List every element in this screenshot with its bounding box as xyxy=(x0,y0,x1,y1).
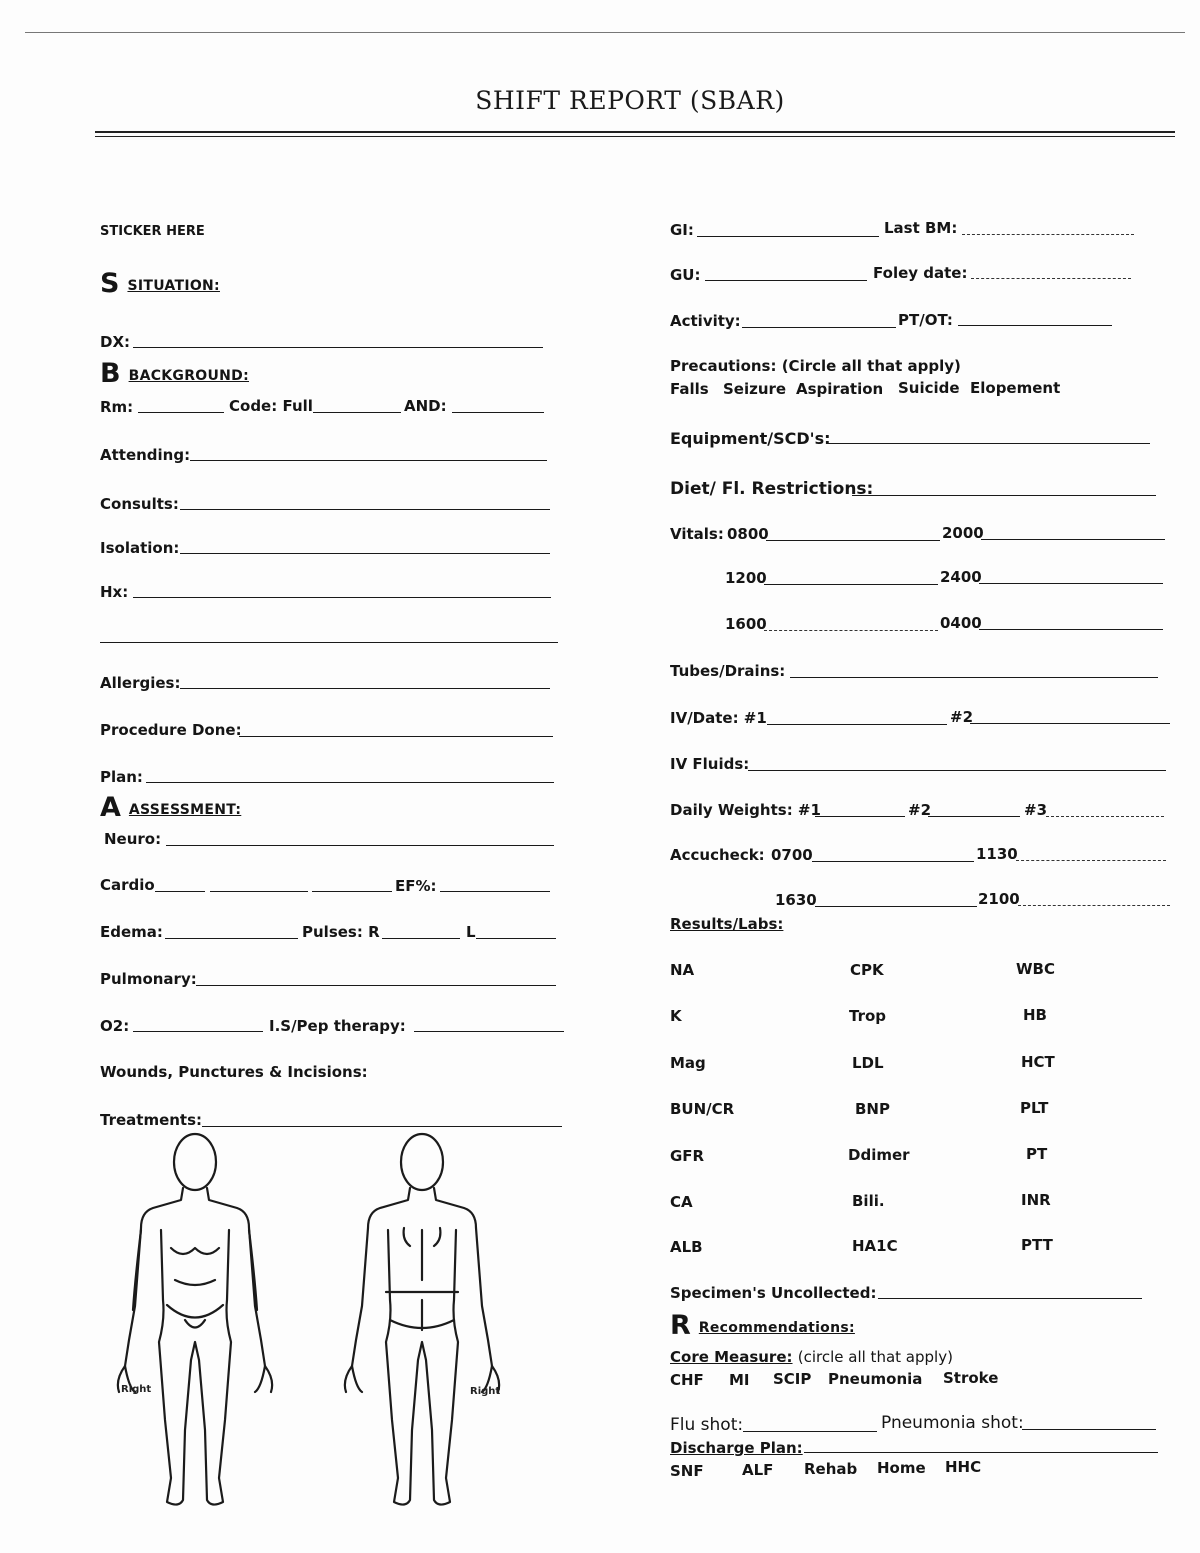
discharge-alf[interactable]: ALF xyxy=(742,1461,774,1479)
lab-ddimer: Ddimer xyxy=(848,1146,910,1164)
back-spine-and-buttocks-lines xyxy=(386,1228,458,1330)
ptot-field[interactable] xyxy=(958,325,1112,326)
dw-3-field[interactable] xyxy=(1046,816,1164,817)
vitals-1200-field[interactable] xyxy=(764,584,938,585)
allergies-field[interactable] xyxy=(180,688,550,689)
vitals-2400: 2400 xyxy=(940,568,982,586)
rm-field[interactable] xyxy=(138,412,224,413)
vitals-0800-field[interactable] xyxy=(766,540,940,541)
front-right-label: Right xyxy=(121,1384,152,1395)
diet-label: Diet/ Fl. Restrictions: xyxy=(670,479,874,499)
accucheck-0700: 0700 xyxy=(771,846,813,864)
core-measure-label: Core Measure: xyxy=(670,1348,793,1366)
background-header xyxy=(100,358,249,389)
accucheck-2100: 2100 xyxy=(978,890,1020,908)
consults-field[interactable] xyxy=(180,509,550,510)
ptot-label: PT/OT: xyxy=(898,311,953,329)
iv-fluids-field[interactable] xyxy=(748,770,1166,771)
vitals-1600: 1600 xyxy=(725,615,767,633)
iv-1-field[interactable] xyxy=(767,724,947,725)
and-field[interactable] xyxy=(452,412,544,413)
lab-pt: PT xyxy=(1026,1145,1048,1163)
lab-mag: Mag xyxy=(670,1054,706,1072)
recommendations-header xyxy=(670,1310,855,1341)
discharge-snf[interactable]: SNF xyxy=(670,1462,704,1480)
lab-na: NA xyxy=(670,961,695,979)
vitals-label: Vitals: xyxy=(670,525,724,543)
specimens-label: Specimen's Uncollected: xyxy=(670,1284,877,1302)
daily-weights-label: Daily Weights: #1 xyxy=(670,801,821,819)
wounds-label: Wounds, Punctures & Incisions: xyxy=(100,1063,368,1081)
ef-label: EF%: xyxy=(395,877,437,895)
consults-label: Consults: xyxy=(100,495,179,513)
recommendations-title: Recommendations: xyxy=(698,1320,855,1336)
dw-3-label: #3 xyxy=(1024,801,1048,819)
s-letter: S xyxy=(100,268,120,299)
vitals-0400: 0400 xyxy=(940,614,982,632)
cardio-field-1[interactable] xyxy=(155,891,205,892)
iv-date-label: IV/Date: #1 xyxy=(670,709,767,727)
lab-ca: CA xyxy=(670,1193,693,1211)
core-scip[interactable]: SCIP xyxy=(773,1370,812,1388)
front-chest-abdomen-lines xyxy=(167,1248,223,1328)
gu-field[interactable] xyxy=(705,280,867,281)
equipment-field[interactable] xyxy=(826,443,1150,444)
situation-title: SITUATION: xyxy=(127,278,220,294)
discharge-rehab[interactable]: Rehab xyxy=(804,1460,858,1478)
top-scan-edge xyxy=(25,32,1185,33)
pulses-label: Pulses: R xyxy=(302,923,380,941)
precaution-aspiration[interactable]: Aspiration xyxy=(796,380,884,398)
lab-ptt: PTT xyxy=(1021,1236,1053,1254)
core-measure-row xyxy=(670,1348,953,1366)
accucheck-1630-field[interactable] xyxy=(815,906,977,907)
is-pep-field[interactable] xyxy=(414,1031,564,1032)
front-torso-outline xyxy=(125,1188,265,1366)
last-bm-label: Last BM: xyxy=(884,219,958,237)
title-rule-2 xyxy=(95,136,1175,137)
lab-plt: PLT xyxy=(1020,1099,1049,1117)
assessment-header xyxy=(100,792,241,823)
dw-1-field[interactable] xyxy=(815,816,905,817)
discharge-hhc[interactable]: HHC xyxy=(945,1458,982,1476)
lab-inr: INR xyxy=(1021,1191,1051,1209)
sticker-label: STICKER HERE xyxy=(100,224,205,239)
pulses-left-label: L xyxy=(466,923,476,941)
situation-header xyxy=(100,268,220,299)
lab-ldl: LDL xyxy=(852,1054,884,1072)
dw-2-label: #2 xyxy=(908,801,932,819)
isolation-label: Isolation: xyxy=(100,539,180,557)
cardio-label: Cardio xyxy=(100,876,155,894)
vitals-2000: 2000 xyxy=(942,524,984,542)
pulses-left-field[interactable] xyxy=(476,938,556,939)
dx-label: DX: xyxy=(100,333,131,351)
lab-bun-cr: BUN/CR xyxy=(670,1100,735,1118)
o2-label: O2: xyxy=(100,1017,130,1035)
vitals-2400-field[interactable] xyxy=(979,583,1163,584)
lab-bnp: BNP xyxy=(855,1100,890,1118)
plan-label: Plan: xyxy=(100,768,143,786)
accucheck-label: Accucheck: xyxy=(670,846,765,864)
accucheck-1130: 1130 xyxy=(976,845,1018,863)
lab-gfr: GFR xyxy=(670,1147,705,1165)
hx-field-line-2[interactable] xyxy=(100,642,558,643)
attending-label: Attending: xyxy=(100,446,191,464)
diet-field[interactable] xyxy=(852,495,1156,496)
lab-ha1c: HA1C xyxy=(852,1237,898,1255)
and-label: AND: xyxy=(404,397,447,415)
isolation-field[interactable] xyxy=(180,553,550,554)
vitals-1600-field[interactable] xyxy=(764,630,938,631)
treatments-label: Treatments: xyxy=(100,1111,203,1129)
page-title: SHIFT REPORT (SBAR) xyxy=(475,86,785,115)
gi-field[interactable] xyxy=(697,236,879,237)
core-mi[interactable]: MI xyxy=(729,1371,750,1389)
lab-k: K xyxy=(670,1007,682,1025)
iv-2-label: #2 xyxy=(950,708,974,726)
edema-field[interactable] xyxy=(165,938,298,939)
precaution-elopement[interactable]: Elopement xyxy=(970,379,1061,397)
tubes-label: Tubes/Drains: xyxy=(670,662,786,680)
procedure-label: Procedure Done: xyxy=(100,721,242,739)
lab-hb: HB xyxy=(1023,1006,1047,1024)
discharge-field[interactable] xyxy=(804,1452,1158,1453)
core-stroke[interactable]: Stroke xyxy=(943,1369,999,1387)
lab-cpk: CPK xyxy=(850,961,884,979)
lab-alb: ALB xyxy=(670,1238,703,1256)
vitals-2000-field[interactable] xyxy=(981,539,1165,540)
lab-wbc: WBC xyxy=(1016,960,1055,978)
specimens-field[interactable] xyxy=(878,1298,1142,1299)
r-letter: R xyxy=(670,1310,691,1341)
background-title: BACKGROUND: xyxy=(128,368,250,384)
lab-trop: Trop xyxy=(849,1007,887,1025)
back-right-label: Right xyxy=(470,1386,501,1397)
precautions-label: Precautions: (Circle all that apply) xyxy=(670,357,961,375)
pneumonia-shot-field[interactable] xyxy=(1022,1429,1156,1430)
back-head xyxy=(401,1134,443,1190)
b-letter: B xyxy=(100,358,121,389)
ef-field[interactable] xyxy=(440,891,550,892)
front-body-and-legs xyxy=(159,1230,231,1505)
precaution-falls[interactable]: Falls xyxy=(670,380,709,398)
cardio-field-3[interactable] xyxy=(312,891,392,892)
lab-hct: HCT xyxy=(1021,1053,1055,1071)
vitals-1200: 1200 xyxy=(725,569,767,587)
core-pneumonia[interactable]: Pneumonia xyxy=(828,1370,923,1388)
pulmonary-field[interactable] xyxy=(196,985,556,986)
vitals-0400-field[interactable] xyxy=(979,629,1163,630)
is-pep-label: I.S/Pep therapy: xyxy=(269,1017,406,1035)
pneumonia-shot-label: Pneumonia shot: xyxy=(881,1413,1024,1433)
a-letter: A xyxy=(100,792,121,823)
core-chf[interactable]: CHF xyxy=(670,1371,704,1389)
accucheck-1630: 1630 xyxy=(775,891,817,909)
dx-field[interactable] xyxy=(133,347,543,348)
cardio-field-2[interactable] xyxy=(210,891,308,892)
procedure-field[interactable] xyxy=(239,736,553,737)
body-back-diagram[interactable] xyxy=(330,1130,520,1515)
flu-shot-label: Flu shot: xyxy=(670,1415,744,1435)
iv-fluids-label: IV Fluids: xyxy=(670,755,750,773)
foley-field[interactable] xyxy=(971,278,1131,279)
plan-field[interactable] xyxy=(146,782,554,783)
foley-label: Foley date: xyxy=(873,264,968,282)
equipment-label: Equipment/SCD's: xyxy=(670,429,831,448)
precaution-seizure[interactable]: Seizure xyxy=(723,380,787,398)
tubes-field[interactable] xyxy=(790,677,1158,678)
edema-label: Edema: xyxy=(100,923,163,941)
attending-field[interactable] xyxy=(190,460,547,461)
neuro-label: Neuro: xyxy=(104,830,162,848)
title-rule xyxy=(95,131,1175,133)
gu-label: GU: xyxy=(670,266,701,284)
discharge-label: Discharge Plan: xyxy=(670,1439,803,1457)
accucheck-1130-field[interactable] xyxy=(1016,860,1166,861)
dw-2-field[interactable] xyxy=(928,816,1020,817)
hx-field[interactable] xyxy=(133,597,551,598)
treatments-field[interactable] xyxy=(202,1126,562,1127)
activity-field[interactable] xyxy=(742,327,896,328)
results-labs-heading: Results/Labs: xyxy=(670,915,784,933)
vitals-0800: 0800 xyxy=(727,525,769,543)
code-label: Code: Full xyxy=(229,397,313,415)
accucheck-0700-field[interactable] xyxy=(812,861,974,862)
core-measure-note: (circle all that apply) xyxy=(797,1348,953,1366)
pulmonary-label: Pulmonary: xyxy=(100,970,197,988)
last-bm-field[interactable] xyxy=(962,234,1134,235)
o2-field[interactable] xyxy=(133,1031,263,1032)
front-head xyxy=(174,1134,216,1190)
lab-bili: Bili. xyxy=(852,1192,885,1210)
activity-label: Activity: xyxy=(670,312,741,330)
assessment-title: ASSESSMENT: xyxy=(128,802,242,818)
body-front-diagram[interactable] xyxy=(105,1130,290,1515)
flu-shot-field[interactable] xyxy=(743,1431,877,1432)
iv-2-field[interactable] xyxy=(970,723,1170,724)
rm-label: Rm: xyxy=(100,398,134,416)
code-field[interactable] xyxy=(313,412,401,413)
allergies-label: Allergies: xyxy=(100,674,181,692)
gi-label: GI: xyxy=(670,221,694,239)
pulses-right-field[interactable] xyxy=(382,938,460,939)
accucheck-2100-field[interactable] xyxy=(1018,905,1170,906)
precaution-suicide[interactable]: Suicide xyxy=(898,379,960,397)
front-arms xyxy=(133,1230,257,1310)
discharge-home[interactable]: Home xyxy=(877,1459,926,1477)
hx-label: Hx: xyxy=(100,583,129,601)
neuro-field[interactable] xyxy=(166,845,554,846)
